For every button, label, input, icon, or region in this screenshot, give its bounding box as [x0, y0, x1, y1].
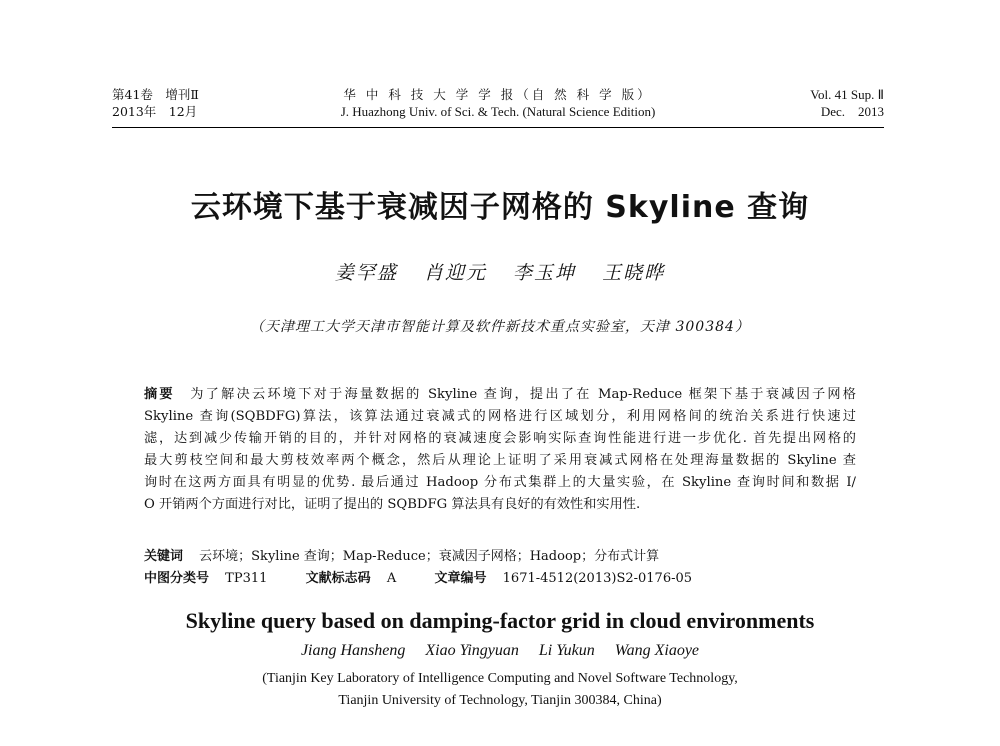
doc-code-value: A [386, 571, 397, 586]
authors-cn [0, 258, 1000, 285]
article-no-label: 文章编号 [434, 571, 487, 586]
clc-value: TP311 [225, 571, 268, 586]
article-no-value: 1671-4512(2013)S2-0176-05 [502, 571, 693, 586]
abstract-line: 询时在这两方面具有明显的优势. 最后通过 Hadoop 分布式集群上的大量实验，在 Skyline 查询时间和数据 I/ [144, 475, 856, 490]
header-rule [112, 127, 884, 128]
abstract-cn [144, 384, 856, 516]
header-right [810, 86, 884, 120]
journal-name-cn: 华 中 科 技 大 学 学 报（自 然 科 学 版） [343, 87, 653, 102]
abstract-line: 摘要 为了解决云环境下对于海量数据的 Skyline 查询，提出了在 Map-Reduce 框架下基于衰减因子网格 [144, 387, 856, 402]
date-en: Dec. 2013 [820, 104, 884, 119]
author-en: Xiao Yingyuan [425, 642, 519, 659]
volume-issue: 第41卷 增刊Ⅱ [112, 87, 199, 102]
doc-code-label: 文献标志码 [305, 571, 371, 586]
keywords-text: 云环境；Skyline 查询；Map-Reduce；衰减因子网格；Hadoop；分布式计算 [199, 549, 660, 564]
abstract-line: 滤，达到减少传输开销的目的，并针对网格的衰减速度会影响实际查询性能进行进一步优化. 首先提出网格的 [144, 431, 856, 446]
keywords-line [144, 546, 692, 568]
header-center [112, 86, 884, 120]
keywords-label: 关键词 [144, 549, 184, 564]
author-en: Wang Xiaoye [614, 642, 700, 659]
author-en: Jiang Hansheng [300, 642, 406, 659]
affiliation-en-line: (Tianjin Key Laboratory of Intelligence Computing and Novel Software Technology, [262, 671, 738, 686]
abstract-label: 摘要 [144, 387, 175, 402]
authors-en [0, 642, 1000, 660]
paper-title-cn: 云环境下基于衰减因子网格的 Skyline 查询 [190, 190, 810, 225]
abstract-line: O 开销两个方面进行对比，证明了提出的 SQBDFG 算法具有良好的有效性和实用性. [144, 497, 641, 512]
author-cn: 肖迎元 [423, 262, 487, 284]
clc-label: 中图分类号 [144, 571, 210, 586]
author-cn: 李玉坤 [513, 262, 577, 284]
abstract-line: 最大剪枝空间和最大剪枝效率两个概念，然后从理论上证明了采用衰减式网格在处理海量数据的 Skyline 查 [144, 453, 856, 468]
paper-title-en: Skyline query based on damping-factor grid in cloud environments [185, 608, 815, 633]
author-cn: 王晓晔 [602, 262, 666, 284]
affiliation-en-line: Tianjin University of Technology, Tianjin 300384, China) [338, 693, 662, 708]
journal-name-en: J. Huazhong Univ. of Sci. & Tech. (Natural Science Edition) [340, 104, 656, 119]
author-cn: 姜罕盛 [334, 262, 398, 284]
author-en: Li Yukun [538, 642, 595, 659]
affiliation-cn: （天津理工大学天津市智能计算及软件新技术重点实验室，天津 300384） [250, 319, 750, 335]
classification-line [144, 568, 692, 590]
abstract-line: Skyline 查询(SQBDFG)算法，该算法通过衰减式的网格进行区域划分，利用网格间的统治关系进行快速过 [144, 409, 856, 424]
affiliation-en [0, 668, 1000, 712]
running-header [112, 86, 884, 128]
volume-en: Vol. 41 Sup. Ⅱ [810, 87, 884, 102]
year-month: 2013年 12月 [112, 104, 198, 119]
keywords-block [144, 546, 692, 590]
